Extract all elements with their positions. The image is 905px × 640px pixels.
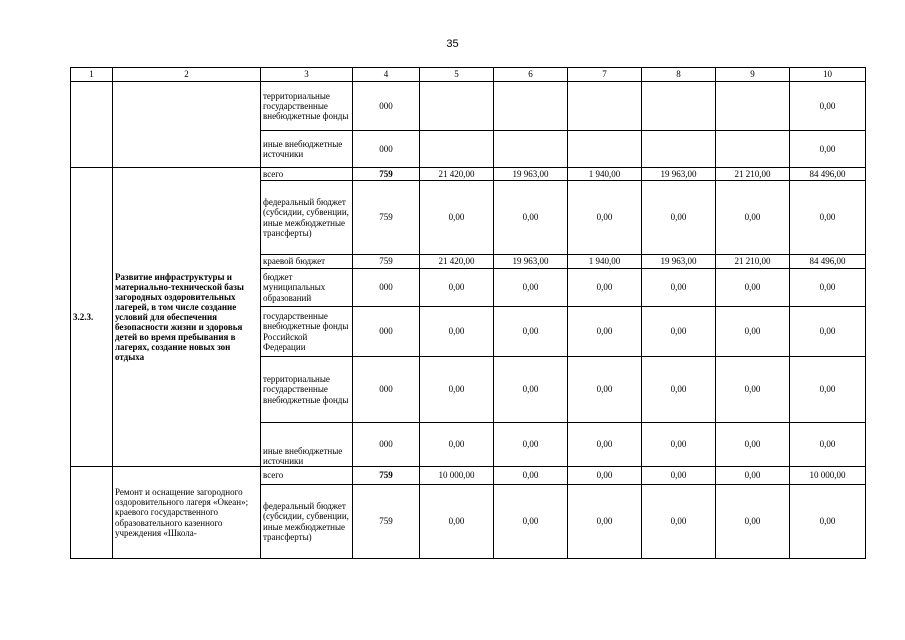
value-cell: 0,00: [494, 269, 568, 307]
empty-number-cell: [71, 82, 113, 168]
code-cell: 759: [353, 485, 420, 559]
value-cell: 0,00: [642, 269, 716, 307]
source-cell: всего: [261, 168, 353, 181]
header-cell: 6: [494, 68, 568, 82]
empty-name-cell: [113, 82, 261, 168]
value-cell: 0,00: [790, 357, 866, 423]
value-cell: 0,00: [642, 485, 716, 559]
value-cell: 84 496,00: [790, 255, 866, 269]
code-cell: 000: [353, 357, 420, 423]
value-cell: 0,00: [420, 357, 494, 423]
source-cell: территориальные государственные внебюджетные фонды: [261, 357, 353, 423]
header-cell: 1: [71, 68, 113, 82]
value-cell: 21 420,00: [420, 255, 494, 269]
item-name: Развитие инфраструктуры и материально-технической базы загородных оздоровительных лагерей, в том числе создание условий для обеспечения безопасности жизни и здоровья детей во время пребывания в лагерях, создание новых зон отдыха: [113, 168, 261, 467]
value-cell: 0,00: [790, 181, 866, 255]
value-cell: [494, 82, 568, 131]
value-cell: [642, 131, 716, 168]
value-cell: 0,00: [716, 485, 790, 559]
value-cell: 0,00: [494, 467, 568, 485]
code-cell: 000: [353, 82, 420, 131]
value-cell: 0,00: [568, 423, 642, 467]
code-cell: 759: [353, 255, 420, 269]
value-cell: 0,00: [568, 357, 642, 423]
value-cell: 0,00: [568, 467, 642, 485]
value-cell: [420, 131, 494, 168]
code-cell: 759: [353, 181, 420, 255]
code-cell: 000: [353, 269, 420, 307]
code-cell: 759: [353, 168, 420, 181]
value-cell: 21 210,00: [716, 168, 790, 181]
value-cell: 21 210,00: [716, 255, 790, 269]
empty-number-cell: [71, 467, 113, 559]
source-cell: территориальные государственные внебюджетные фонды: [261, 82, 353, 131]
source-cell: федеральный бюджет (субсидии, субвенции, иные межбюджетные трансферты): [261, 181, 353, 255]
page-number: 35: [446, 38, 459, 50]
value-cell: 0,00: [420, 269, 494, 307]
header-cell: 7: [568, 68, 642, 82]
value-cell: 0,00: [790, 307, 866, 357]
value-cell: [568, 82, 642, 131]
value-cell: 0,00: [420, 307, 494, 357]
header-cell: 2: [113, 68, 261, 82]
value-cell: 19 963,00: [494, 255, 568, 269]
value-cell: 0,00: [716, 467, 790, 485]
value-cell: 0,00: [568, 269, 642, 307]
source-cell: государственные внебюджетные фонды Российской Федерации: [261, 307, 353, 357]
value-cell: 0,00: [420, 423, 494, 467]
value-cell: [568, 131, 642, 168]
header-cell: 8: [642, 68, 716, 82]
table-row: [71, 168, 866, 181]
value-cell: 0,00: [568, 485, 642, 559]
table-header-row: [71, 68, 866, 82]
code-cell: 000: [353, 307, 420, 357]
value-cell: [716, 131, 790, 168]
header-cell: 9: [716, 68, 790, 82]
value-cell: 0,00: [790, 82, 866, 131]
value-cell: 0,00: [494, 181, 568, 255]
source-cell: краевой бюджет: [261, 255, 353, 269]
source-cell: федеральный бюджет (субсидии, субвенции, иные межбюджетные трансферты): [261, 485, 353, 559]
value-cell: 0,00: [568, 181, 642, 255]
value-cell: 19 963,00: [494, 168, 568, 181]
value-cell: 0,00: [716, 357, 790, 423]
value-cell: 0,00: [716, 269, 790, 307]
source-cell: бюджет муниципальных образований: [261, 269, 353, 307]
header-cell: 3: [261, 68, 353, 82]
budget-table: [70, 67, 866, 559]
source-cell: иные внебюджетные источники: [261, 131, 353, 168]
value-cell: 1 940,00: [568, 255, 642, 269]
value-cell: 0,00: [642, 467, 716, 485]
source-cell: всего: [261, 467, 353, 485]
value-cell: 0,00: [790, 423, 866, 467]
value-cell: 1 940,00: [568, 168, 642, 181]
value-cell: 0,00: [494, 307, 568, 357]
value-cell: 0,00: [494, 485, 568, 559]
code-cell: 759: [353, 467, 420, 485]
value-cell: [494, 131, 568, 168]
code-cell: 000: [353, 423, 420, 467]
value-cell: 0,00: [494, 423, 568, 467]
table-row: [71, 82, 866, 131]
value-cell: 0,00: [494, 357, 568, 423]
header-cell: 4: [353, 68, 420, 82]
value-cell: 0,00: [642, 357, 716, 423]
value-cell: 10 000,00: [790, 467, 866, 485]
code-cell: 000: [353, 131, 420, 168]
value-cell: 19 963,00: [642, 168, 716, 181]
value-cell: 0,00: [716, 423, 790, 467]
value-cell: 19 963,00: [642, 255, 716, 269]
item-number: 3.2.3.: [71, 168, 113, 467]
value-cell: [420, 82, 494, 131]
source-cell: иные внебюджетные источники: [261, 423, 353, 467]
value-cell: 10 000,00: [420, 467, 494, 485]
value-cell: 0,00: [716, 181, 790, 255]
value-cell: 0,00: [790, 485, 866, 559]
value-cell: 0,00: [420, 485, 494, 559]
value-cell: 0,00: [568, 307, 642, 357]
value-cell: 21 420,00: [420, 168, 494, 181]
header-cell: 10: [790, 68, 866, 82]
value-cell: 0,00: [642, 181, 716, 255]
value-cell: 0,00: [716, 307, 790, 357]
item-name: Ремонт и оснащение загородного оздоровительного лагеря «Океан»; краевого государственного образовательного казенного учреждения «Школа-: [113, 467, 261, 559]
header-cell: 5: [420, 68, 494, 82]
value-cell: 0,00: [790, 269, 866, 307]
value-cell: [716, 82, 790, 131]
value-cell: 0,00: [642, 423, 716, 467]
value-cell: 0,00: [420, 181, 494, 255]
value-cell: 0,00: [642, 307, 716, 357]
value-cell: 84 496,00: [790, 168, 866, 181]
table-row: [71, 467, 866, 485]
value-cell: 0,00: [790, 131, 866, 168]
value-cell: [642, 82, 716, 131]
